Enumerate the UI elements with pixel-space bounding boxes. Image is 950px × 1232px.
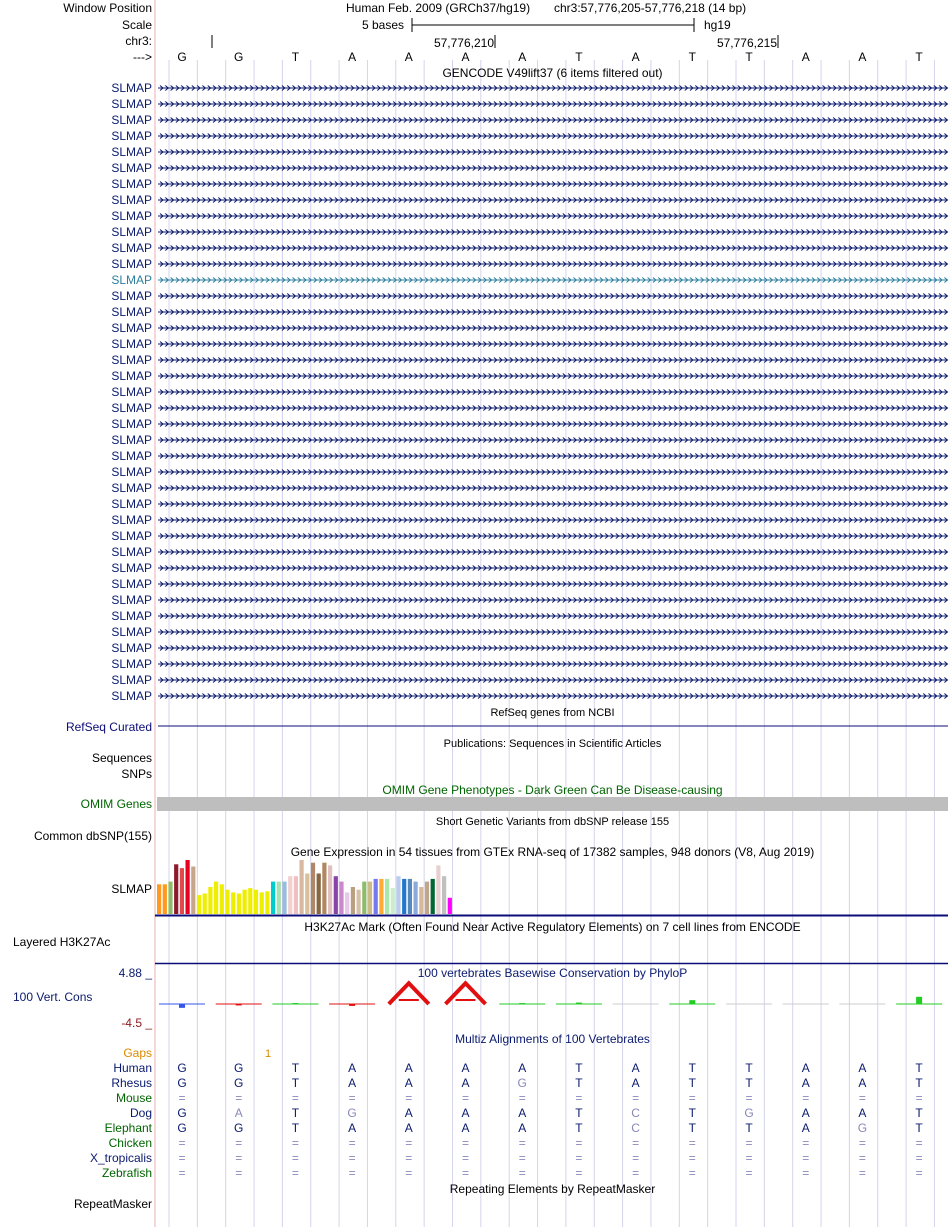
alignment-base: =	[235, 1166, 243, 1180]
gtex-tissue-bar[interactable]	[414, 882, 418, 914]
alignment-base: T	[688, 1121, 696, 1135]
alignment-base: A	[801, 1106, 810, 1120]
alignment-base: =	[405, 1166, 413, 1180]
gtex-tissue-bar[interactable]	[243, 890, 247, 914]
alignment-base: =	[802, 1151, 810, 1165]
refseq-track-title[interactable]: RefSeq genes from NCBI	[490, 707, 615, 719]
repeatmasker-track-title[interactable]: Repeating Elements by RepeatMasker	[449, 1182, 656, 1196]
alignment-base: T	[688, 1076, 696, 1090]
alignment-base: A	[404, 1106, 413, 1120]
alignment-base: T	[745, 1076, 753, 1090]
alignment-base: C	[631, 1106, 640, 1120]
alignment-base: A	[801, 1121, 810, 1135]
alignment-base: T	[745, 1061, 753, 1075]
alignment-base: =	[348, 1151, 356, 1165]
gtex-tissue-bar[interactable]	[339, 882, 343, 914]
phylop-score-bar[interactable]	[916, 997, 922, 1004]
gencode-gene-label[interactable]: SLMAP	[111, 289, 152, 303]
alignment-base: =	[178, 1091, 186, 1105]
base-letter: A	[518, 50, 527, 64]
alignment-base: A	[348, 1061, 357, 1075]
phylop-score-bar[interactable]	[349, 1004, 355, 1006]
gencode-gene-label[interactable]: SLMAP	[111, 465, 152, 479]
gencode-gene-label[interactable]: SLMAP	[111, 97, 152, 111]
alignment-base: =	[575, 1166, 583, 1180]
alignment-base: G	[177, 1121, 187, 1135]
gtex-tissue-bar[interactable]	[282, 882, 286, 914]
species-label[interactable]: X_tropicalis	[89, 1151, 152, 1165]
alignment-base: =	[575, 1091, 583, 1105]
gtex-tissue-bar[interactable]	[311, 863, 315, 914]
gencode-gene-label[interactable]: SLMAP	[111, 401, 152, 415]
base-letter: T	[915, 50, 923, 64]
gtex-tissue-bar[interactable]	[345, 892, 349, 914]
alignment-base: =	[461, 1136, 470, 1150]
repeatmasker-track-label[interactable]: RepeatMasker	[73, 1197, 152, 1211]
alignment-base: T	[745, 1121, 753, 1135]
gtex-tissue-bar[interactable]	[237, 894, 241, 915]
alignment-base: =	[348, 1136, 356, 1150]
alignment-base: =	[858, 1091, 866, 1105]
alignment-base: T	[575, 1061, 583, 1075]
alignment-base: =	[235, 1151, 243, 1165]
alignment-base: A	[801, 1076, 810, 1090]
alignment-base: =	[802, 1091, 810, 1105]
refseq-track-label[interactable]: RefSeq Curated	[65, 720, 152, 734]
alignment-base: T	[291, 1121, 300, 1135]
omim-track-label[interactable]: OMIM Genes	[80, 797, 152, 811]
gtex-tissue-bar[interactable]	[368, 882, 372, 914]
alignment-base: G	[347, 1106, 357, 1120]
alignment-base: =	[518, 1166, 526, 1180]
gencode-gene-label[interactable]: SLMAP	[111, 417, 152, 431]
alignment-base: G	[517, 1076, 527, 1090]
alignment-base: A	[518, 1121, 527, 1135]
base-letter: T	[745, 50, 753, 64]
alignment-base: =	[745, 1091, 753, 1105]
publications-track-title[interactable]: Publications: Sequences in Scientific Articles	[443, 738, 662, 750]
phylop-score-bar[interactable]	[292, 1003, 298, 1004]
alignment-base: T	[575, 1076, 583, 1090]
alignment-base: =	[405, 1136, 413, 1150]
alignment-base: =	[915, 1136, 923, 1150]
base-letter: T	[575, 50, 583, 64]
strand-label[interactable]: --->	[133, 50, 152, 64]
alignment-base: T	[688, 1061, 696, 1075]
species-label[interactable]: Human	[113, 1061, 152, 1075]
omim-track-title[interactable]: OMIM Gene Phenotypes - Dark Green Can Be Disease-causing	[382, 783, 723, 797]
alignment-base: =	[291, 1136, 299, 1150]
gtex-track-title[interactable]: Gene Expression in 54 tissues from GTEx RNA-seq of 17382 samples, 948 donors (V8, Aug 2019)	[290, 845, 815, 859]
alignment-base: A	[348, 1121, 357, 1135]
gtex-tissue-bar[interactable]	[328, 865, 332, 914]
gtex-tissue-bar[interactable]	[265, 891, 269, 914]
gencode-gene-label[interactable]: SLMAP	[111, 129, 152, 143]
gtex-tissue-bar[interactable]	[442, 876, 446, 914]
h3k27ac-track-label[interactable]: Layered H3K27Ac	[13, 935, 111, 949]
gtex-tissue-bar[interactable]	[157, 884, 161, 914]
gtex-tissue-bar[interactable]	[402, 879, 406, 914]
alignment-base: =	[915, 1151, 923, 1165]
alignment-base: A	[631, 1076, 640, 1090]
alignment-base: T	[915, 1106, 923, 1120]
gencode-gene-label[interactable]: SLMAP	[111, 177, 152, 191]
alignment-base: G	[857, 1121, 868, 1135]
alignment-base: =	[632, 1091, 640, 1105]
alignment-base: =	[178, 1151, 186, 1165]
alignment-base: =	[688, 1166, 696, 1180]
alignment-base: =	[915, 1091, 923, 1105]
gaps-track-label[interactable]: Gaps	[123, 1046, 152, 1060]
alignment-base: A	[461, 1106, 470, 1120]
dbsnp-track-label[interactable]: Common dbSNP(155)	[33, 829, 152, 843]
gencode-gene-label[interactable]: SLMAP	[111, 497, 152, 511]
gtex-tissue-bar[interactable]	[391, 888, 395, 914]
gencode-gene-label[interactable]: SLMAP	[111, 385, 152, 399]
alignment-base: =	[632, 1136, 640, 1150]
base-letter: A	[404, 50, 413, 64]
gencode-gene-label[interactable]: SLMAP	[111, 305, 152, 319]
alignment-base: G	[177, 1061, 187, 1075]
gtex-tissue-bar[interactable]	[208, 887, 212, 914]
alignment-base: A	[858, 1106, 867, 1120]
gencode-gene-label[interactable]: SLMAP	[111, 545, 152, 559]
alignment-base: A	[858, 1076, 867, 1090]
gtex-tissue-bar[interactable]	[396, 876, 400, 914]
phylop-score-bar[interactable]	[576, 1003, 582, 1004]
alignment-base: =	[348, 1166, 356, 1180]
gtex-tissue-bar[interactable]	[203, 894, 207, 915]
sequences-track-label[interactable]: Sequences	[91, 751, 152, 765]
gtex-tissue-bar[interactable]	[186, 860, 190, 914]
alignment-base: =	[575, 1151, 583, 1165]
gencode-gene-label[interactable]: SLMAP	[111, 433, 152, 447]
alignment-base: T	[688, 1106, 696, 1120]
h3k27ac-track-title[interactable]: H3K27Ac Mark (Often Found Near Active Regulatory Elements) on 7 cell lines from ENCODE	[304, 920, 801, 934]
alignment-base: A	[518, 1061, 527, 1075]
alignment-base: =	[858, 1166, 866, 1180]
gtex-tissue-bar[interactable]	[385, 879, 389, 914]
gencode-gene-label[interactable]: SLMAP	[111, 689, 152, 703]
alignment-base: =	[688, 1151, 696, 1165]
gtex-tissue-bar[interactable]	[163, 884, 167, 914]
alignment-base: G	[744, 1106, 754, 1120]
gtex-tissue-bar[interactable]	[317, 874, 321, 915]
gencode-gene-label[interactable]: SLMAP	[111, 81, 152, 95]
gtex-tissue-bar[interactable]	[305, 874, 309, 915]
alignment-base: =	[632, 1166, 640, 1180]
gtex-tissue-bar[interactable]	[419, 887, 423, 914]
base-letter: G	[234, 50, 244, 64]
window-position-label[interactable]: Window Position	[63, 1, 152, 15]
gtex-tissue-bar[interactable]	[288, 876, 292, 914]
alignment-base: =	[802, 1166, 810, 1180]
gencode-gene-label[interactable]: SLMAP	[111, 209, 152, 223]
base-letter: A	[858, 50, 867, 64]
alignment-base: =	[291, 1151, 299, 1165]
gtex-tissue-bar[interactable]	[408, 879, 412, 914]
alignment-base: A	[461, 1121, 470, 1135]
alignment-base: =	[802, 1136, 810, 1150]
position-readout: chr3:57,776,205-57,776,218 (14 bp)	[554, 1, 747, 15]
gencode-gene-label[interactable]: SLMAP	[111, 161, 152, 175]
gencode-gene-label[interactable]: SLMAP	[111, 225, 152, 239]
gtex-tissue-bar[interactable]	[425, 882, 429, 914]
base-letter: A	[461, 50, 470, 64]
alignment-base: =	[348, 1091, 356, 1105]
gtex-tissue-bar[interactable]	[260, 892, 264, 914]
alignment-base: =	[291, 1091, 299, 1105]
gap-count: 1	[264, 1048, 272, 1060]
species-label[interactable]: Elephant	[104, 1121, 152, 1135]
gtex-tissue-bar[interactable]	[248, 888, 252, 914]
alignment-base: =	[745, 1166, 753, 1180]
dbsnp-track-title[interactable]: Short Genetic Variants from dbSNP release 155	[435, 816, 670, 828]
gencode-gene-label[interactable]: SLMAP	[111, 369, 152, 383]
alignment-base: =	[518, 1151, 526, 1165]
alignment-base: A	[404, 1121, 413, 1135]
alignment-base: A	[858, 1061, 867, 1075]
alignment-base: =	[688, 1136, 696, 1150]
alignment-base: =	[178, 1136, 186, 1150]
phylop-max-label: 4.88 _	[118, 966, 152, 980]
gtex-tissue-bar[interactable]	[322, 863, 326, 914]
gencode-gene-label[interactable]: SLMAP	[111, 481, 152, 495]
base-letter: A	[348, 50, 357, 64]
gencode-gene-label[interactable]: SLMAP	[111, 577, 152, 591]
scale-label[interactable]: Scale	[121, 18, 152, 32]
gtex-tissue-bar[interactable]	[300, 860, 304, 914]
gtex-tissue-bar[interactable]	[379, 879, 383, 914]
gencode-gene-label[interactable]: SLMAP	[111, 657, 152, 671]
species-label[interactable]: Zebrafish	[101, 1166, 152, 1180]
alignment-base: =	[575, 1136, 583, 1150]
alignment-base: G	[234, 1121, 244, 1135]
phylop-min-label: -4.5 _	[121, 1016, 152, 1030]
alignment-base: A	[348, 1076, 357, 1090]
gencode-gene-label[interactable]: SLMAP	[111, 561, 152, 575]
gtex-gene-label[interactable]: SLMAP	[111, 882, 152, 896]
gencode-track-title[interactable]: GENCODE V49lift37 (6 items filtered out)	[442, 66, 663, 80]
gtex-tissue-bar[interactable]	[334, 876, 338, 914]
species-label[interactable]: Mouse	[115, 1091, 152, 1105]
alignment-base: A	[801, 1061, 810, 1075]
gtex-tissue-bar[interactable]	[436, 865, 440, 914]
alignment-base: A	[631, 1061, 640, 1075]
alignment-base: G	[177, 1106, 187, 1120]
gtex-tissue-bar[interactable]	[168, 882, 172, 914]
gencode-gene-label[interactable]: SLMAP	[111, 593, 152, 607]
alignment-base: T	[915, 1076, 923, 1090]
phylop-track-label[interactable]: 100 Vert. Cons	[13, 990, 93, 1004]
gtex-tissue-bar[interactable]	[225, 890, 229, 914]
gtex-tissue-bar[interactable]	[431, 879, 435, 914]
gtex-tissue-bar[interactable]	[191, 867, 195, 915]
gtex-tissue-bar[interactable]	[294, 876, 298, 914]
alignment-base: =	[745, 1136, 753, 1150]
base-letter: T	[291, 50, 300, 64]
alignment-base: =	[745, 1151, 753, 1165]
alignment-base: =	[235, 1136, 243, 1150]
gtex-tissue-bar[interactable]	[362, 882, 366, 914]
alignment-base: T	[291, 1076, 300, 1090]
gencode-gene-label[interactable]: SLMAP	[111, 257, 152, 271]
alignment-base: T	[915, 1121, 923, 1135]
alignment-base: A	[234, 1106, 243, 1120]
gtex-tissue-bar[interactable]	[277, 882, 281, 914]
alignment-base: =	[461, 1151, 470, 1165]
chromosome-label[interactable]: chr3:	[125, 34, 152, 48]
phylop-score-bar[interactable]	[689, 1000, 695, 1004]
alignment-base: T	[291, 1061, 300, 1075]
gtex-tissue-bar[interactable]	[231, 892, 235, 914]
alignment-base: C	[631, 1121, 640, 1135]
base-letter: G	[177, 50, 187, 64]
multiz-track-title[interactable]: Multiz Alignments of 100 Vertebrates	[455, 1032, 650, 1046]
alignment-base: =	[405, 1151, 413, 1165]
phylop-track-title[interactable]: 100 vertebrates Basewise Conservation by PhyloP	[417, 966, 688, 980]
alignment-base: =	[632, 1151, 640, 1165]
alignment-base: =	[235, 1091, 243, 1105]
gencode-gene-label[interactable]: SLMAP	[111, 513, 152, 527]
alignment-base: T	[575, 1121, 583, 1135]
gtex-tissue-bar[interactable]	[174, 864, 178, 914]
alignment-base: T	[915, 1061, 923, 1075]
alignment-base: =	[858, 1151, 866, 1165]
alignment-base: =	[461, 1166, 470, 1180]
gencode-gene-label[interactable]: SLMAP	[111, 625, 152, 639]
species-label[interactable]: Dog	[129, 1106, 152, 1120]
alignment-base: =	[518, 1136, 526, 1150]
gencode-gene-label[interactable]: SLMAP	[111, 449, 152, 463]
alignment-base: G	[234, 1061, 244, 1075]
coordinate-label: 57,776,210	[433, 36, 494, 50]
gtex-tissue-bar[interactable]	[197, 895, 201, 914]
base-letter: A	[801, 50, 810, 64]
gencode-gene-label[interactable]: SLMAP	[111, 337, 152, 351]
gtex-tissue-bar[interactable]	[214, 882, 218, 914]
species-label[interactable]: Rhesus	[111, 1076, 152, 1090]
alignment-base: A	[461, 1061, 470, 1075]
gencode-gene-label[interactable]: SLMAP	[111, 321, 152, 335]
gtex-tissue-bar[interactable]	[220, 884, 224, 914]
alignment-base: =	[518, 1091, 526, 1105]
gtex-tissue-bar[interactable]	[448, 898, 452, 914]
gtex-tissue-bar[interactable]	[351, 887, 355, 914]
gencode-gene-label[interactable]: SLMAP	[111, 273, 152, 287]
gencode-gene-label[interactable]: SLMAP	[111, 145, 152, 159]
alignment-base: G	[177, 1076, 187, 1090]
coordinate-label: 57,776,215	[716, 36, 777, 50]
alignment-base: T	[291, 1106, 300, 1120]
alignment-base: =	[688, 1091, 696, 1105]
gencode-gene-label[interactable]: SLMAP	[111, 609, 152, 623]
gencode-gene-label[interactable]: SLMAP	[111, 193, 152, 207]
gtex-tissue-bar[interactable]	[271, 882, 275, 914]
gtex-tissue-bar[interactable]	[254, 890, 258, 914]
alignment-base: T	[575, 1106, 583, 1120]
gencode-gene-label[interactable]: SLMAP	[111, 641, 152, 655]
base-letter: T	[688, 50, 696, 64]
alignment-base: A	[404, 1061, 413, 1075]
alignment-base: =	[461, 1091, 470, 1105]
gtex-tissue-bar[interactable]	[374, 879, 378, 914]
phylop-score-bar[interactable]	[236, 1004, 242, 1005]
assembly-name: Human Feb. 2009 (GRCh37/hg19)	[346, 1, 531, 15]
alignment-base: A	[518, 1106, 527, 1120]
db-name: hg19	[704, 18, 731, 32]
scale-text: 5 bases	[362, 18, 405, 32]
gencode-gene-label[interactable]: SLMAP	[111, 113, 152, 127]
gencode-gene-label[interactable]: SLMAP	[111, 673, 152, 687]
alignment-base: A	[404, 1076, 413, 1090]
phylop-score-bar[interactable]	[179, 1004, 185, 1008]
phylop-score-bar[interactable]	[519, 1003, 525, 1004]
alignment-base: =	[291, 1166, 299, 1180]
gtex-tissue-bar[interactable]	[357, 890, 361, 914]
gencode-gene-label[interactable]: SLMAP	[111, 529, 152, 543]
omim-gene-bar[interactable]	[157, 797, 948, 811]
alignment-base: =	[178, 1166, 186, 1180]
alignment-base: =	[858, 1136, 866, 1150]
species-label[interactable]: Chicken	[108, 1136, 152, 1150]
gencode-gene-label[interactable]: SLMAP	[111, 353, 152, 367]
alignment-base: G	[234, 1076, 244, 1090]
snps-track-label[interactable]: SNPs	[121, 767, 152, 781]
alignment-base: =	[405, 1091, 413, 1105]
alignment-base: A	[461, 1076, 470, 1090]
gtex-tissue-bar[interactable]	[180, 868, 184, 914]
gencode-gene-label[interactable]: SLMAP	[111, 241, 152, 255]
alignment-base: =	[915, 1166, 923, 1180]
base-letter: A	[631, 50, 640, 64]
